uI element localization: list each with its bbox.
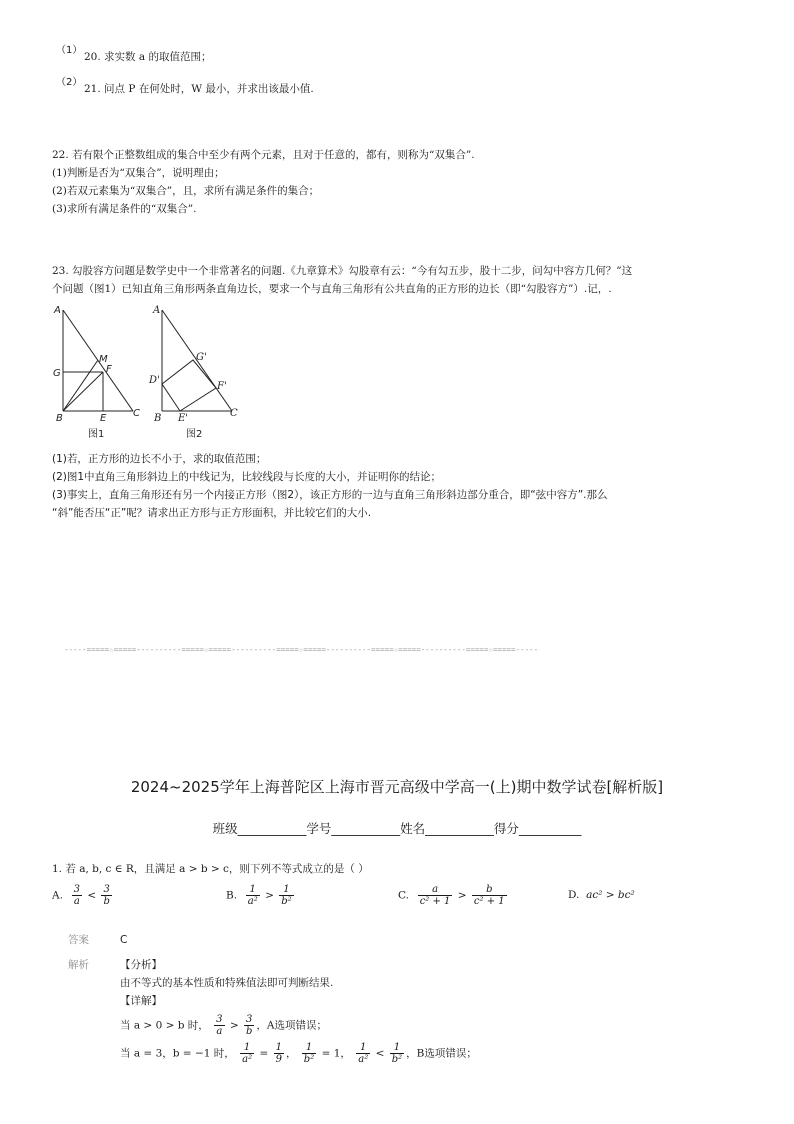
q23-sub-3: (3)事实上，直角三角形还有另一个内接正方形（图2），该正方形的一边与直角三角形斜边部分重合，即“弦中容方”.那么 — [52, 489, 608, 501]
q22-sub-1: (1)判断是否为“双集合”，说明理由； — [52, 167, 225, 179]
option-c-frac-2: $\frac{b}{\text{c² + 1}}$ — [473, 884, 505, 907]
fig2-label-F-prime: F' — [217, 381, 227, 392]
figure-2 — [148, 302, 248, 442]
option-b-frac-2: $\frac{1}{\text{b²}}$ — [281, 884, 292, 907]
analysis-fenxi-text: 由不等式的基本性质和特殊值法即可判断结果. — [120, 977, 334, 989]
analysis-fenxi: 【分析】 — [120, 959, 162, 971]
q23-sub-3-cont: “斜”能否压“正”呢？请求出正方形与正方形面积，并比较它们的大小. — [52, 507, 372, 519]
item-20: 20. 求实数 a 的取值范围； — [84, 51, 212, 63]
option-a-frac-1: $\frac{3}{a}$ — [73, 884, 80, 907]
page-divider: -----=====☆=====----------=====☆=====----------=====☆=====----------=====☆=====----------=====☆=====----- — [64, 645, 539, 654]
q1-option-b[interactable] — [226, 884, 296, 907]
item-21: 21. 问点 P 在何处时，W 最小，并求出该最小值. — [84, 83, 314, 95]
analysis-xiangjie: 【详解】 — [120, 995, 162, 1007]
fig1-label-B: B — [56, 413, 63, 424]
fig1-label-F: F — [106, 364, 112, 375]
option-a-frac-2: $\frac{3}{b}$ — [103, 884, 110, 907]
fig2-label-C: C — [230, 408, 238, 419]
q1-option-a[interactable] — [52, 884, 114, 907]
option-c-frac-1: $\frac{a}{\text{c² + 1}}$ — [419, 884, 451, 907]
answer-value: C — [120, 934, 128, 946]
option-d-label: D. — [568, 889, 580, 901]
option-b-frac-1: $\frac{1}{\text{a²}}$ — [247, 884, 258, 907]
marker-2: （2） — [56, 77, 83, 88]
analysis-label: 解析 — [68, 959, 89, 971]
fig1-label-E: E — [100, 413, 107, 424]
analysis-line-b: 当 a = 3，b = −1 时， $\frac{1}{\text{a²}}$ = $\frac{1}{9}$ ， $\frac{1}{\text{b²}}$ = 1， $\frac{1}{\text{a²}}$ < $\frac{1}{\text{b²}}$ ，B选项错误； — [120, 1042, 477, 1065]
option-c-label: C. — [398, 889, 409, 902]
q1-stem: 1. 若 a, b, c ∈ R，且满足 a > b > c，则下列不等式成立的是（ ） — [52, 863, 369, 875]
figure-1 — [50, 302, 145, 442]
option-c-op: > — [457, 889, 467, 902]
q1-option-d[interactable] — [568, 888, 635, 902]
option-a-op: < — [87, 889, 97, 902]
option-a-label: A. — [52, 889, 63, 902]
option-b-label: B. — [226, 889, 238, 902]
q23-line-1: 23. 勾股容方问题是数学史中一个非常著名的问题.《九章算术》勾股章有云：“今有勾五步，股十二步，问勾中容方几何？”这 — [52, 265, 633, 277]
option-d-expr: ac² > bc² — [586, 889, 635, 901]
fig2-label-G-prime: G' — [196, 352, 207, 363]
analysis-line-a: 当 a > 0 > b 时， $\frac{3}{a}$ > $\frac{3}{b}$ ，A选项错误； — [120, 1014, 328, 1037]
q22-stem: 22. 若有限个正整数组成的集合中至少有两个元素，且对于任意的，都有，则称为“双集合”. — [52, 149, 475, 161]
q22-sub-3: (3)求所有满足条件的“双集合”. — [52, 203, 197, 215]
q22-sub-2: (2)若双元素集为“双集合”，且，求所有满足条件的集合； — [52, 185, 320, 197]
marker-1: （1） — [56, 45, 83, 56]
answer-label: 答案 — [68, 934, 89, 946]
q23-sub-2: (2)图1中直角三角形斜边上的中线记为，比较线段与长度的大小，并证明你的结论； — [52, 471, 442, 483]
fig1-label-C: C — [133, 408, 140, 419]
q23-line-2: 个问题（图1）已知直角三角形两条直角边长，要求一个与直角三角形有公共直角的正方形的边长（即“勾股容方”）.记，. — [52, 283, 612, 295]
fig2-caption: 图2 — [186, 429, 203, 440]
option-b-op: > — [265, 889, 274, 902]
fig2-label-D-prime: D' — [149, 375, 160, 386]
fig1-label-M: M — [99, 354, 108, 365]
fig2-label-B: B — [154, 413, 162, 424]
fig1-label-A: A — [54, 305, 61, 316]
q1-option-c[interactable] — [398, 884, 509, 907]
fig1-caption: 图1 — [88, 429, 105, 440]
fig2-label-E-prime: E' — [178, 413, 189, 424]
fig2-label-A: A — [153, 305, 161, 316]
q23-sub-1: (1)若，正方形的边长不小于，求的取值范围； — [52, 453, 267, 465]
fig1-label-G: G — [53, 368, 61, 379]
exam-info: 班级___________学号___________姓名___________得分__________ — [212, 821, 582, 836]
exam-title: 2024~2025学年上海普陀区上海市晋元高级中学高一(上)期中数学试卷[解析版] — [130, 778, 664, 796]
